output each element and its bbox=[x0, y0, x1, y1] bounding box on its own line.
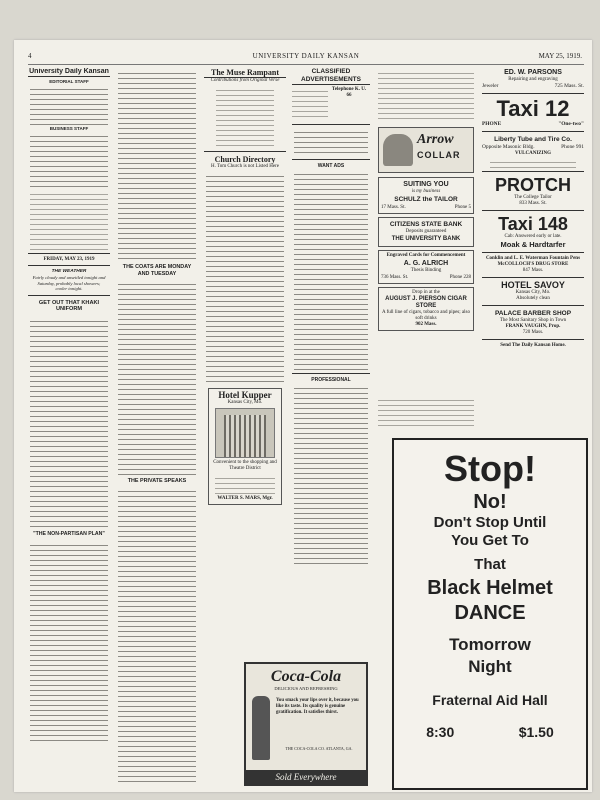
palace-proprietor: FRANK VAUGHN, Prop. bbox=[505, 324, 561, 329]
palace-tagline: The Most Sanitary Shop in Town bbox=[499, 318, 567, 323]
muse-rampant-title: The Muse Rampant bbox=[204, 68, 286, 78]
parsons-trade: Jeweler bbox=[482, 83, 499, 89]
moak-hardtarfer: Moak & Hardtarfer bbox=[500, 240, 566, 249]
church-directory-subtitle: H. Tom Church is not Listed Here bbox=[210, 164, 280, 169]
savoy-city: Kansas City, Mo. bbox=[515, 290, 551, 295]
dance-line-7: Night bbox=[468, 657, 512, 676]
dance-price: $1.50 bbox=[518, 724, 554, 740]
dance-line-4: Black Helmet bbox=[427, 577, 553, 599]
cigar-address: 902 Mass. bbox=[415, 322, 437, 327]
taxi-12-ad: Taxi 12 bbox=[496, 96, 570, 121]
dance-venue: Fraternal Aid Hall bbox=[432, 692, 548, 708]
schulz-tailor-ad bbox=[378, 177, 474, 214]
arrow-collar-label: COLLAR bbox=[417, 150, 461, 160]
hotel-building-illustration bbox=[215, 408, 275, 458]
liberty-details bbox=[490, 158, 576, 168]
university-bank: THE UNIVERSITY BANK bbox=[391, 236, 461, 242]
want-ads-listings bbox=[294, 170, 368, 370]
coats-article-body bbox=[118, 280, 196, 475]
alrich-phone: Phone 228 bbox=[449, 275, 471, 280]
dance-line-3: That bbox=[474, 556, 506, 573]
classified-phone: Telephone K. U. 66 bbox=[331, 87, 367, 98]
cigar-store-name: AUGUST J. PIERSON CIGAR STORE bbox=[385, 296, 467, 309]
issue-date: MAY 25, 1919. bbox=[538, 52, 582, 60]
hotel-details bbox=[215, 474, 275, 494]
weather-heading: THE WEATHER bbox=[51, 269, 87, 274]
palace-barber-shop: PALACE BARBER SHOP bbox=[494, 310, 572, 317]
parsons-name: ED. W. PARSONS bbox=[504, 69, 562, 76]
coca-cola-ad bbox=[244, 662, 368, 786]
liberty-location: Opposite Masonic Bldg. bbox=[482, 144, 535, 150]
engraved-cards: Engraved Cards for Commencement bbox=[386, 253, 466, 258]
liberty-tube-name: Liberty Tube and Tire Co. bbox=[494, 136, 572, 143]
column5-lower-notices bbox=[378, 396, 474, 430]
suiting-subtitle: is my business bbox=[411, 189, 441, 194]
schulz-name: SCHULZ the TAILOR bbox=[394, 196, 458, 203]
arrow-collar-ad bbox=[378, 127, 474, 173]
dateline: FRIDAY, MAY 23, 1919 bbox=[43, 257, 95, 262]
newspaper-page bbox=[14, 40, 592, 792]
taxi-148-note: Cab: Answered early or late. bbox=[504, 234, 562, 239]
classified-rates bbox=[292, 87, 328, 121]
dance-line-5: DANCE bbox=[454, 602, 526, 624]
professional-listings bbox=[294, 384, 368, 564]
bank-deposits: Deposits guaranteed bbox=[405, 229, 447, 234]
muse-rampant-verse bbox=[216, 86, 274, 148]
coca-cola-tagline: DELICIOUS AND REFRESHING bbox=[274, 686, 338, 691]
column2-article-top bbox=[118, 69, 196, 261]
parsons-address: 725 Mass. St. bbox=[554, 83, 584, 89]
cigar-description: A full line of cigars, tobacco and pipes; also soft drinks bbox=[382, 310, 470, 321]
schulz-address: 17 Mass. St. bbox=[381, 205, 406, 210]
bank-ad bbox=[378, 217, 474, 247]
hotel-kupper-ad bbox=[208, 388, 282, 505]
conklin-pens: Conklin and L. E. Waterman Fountain Pens bbox=[485, 256, 581, 261]
collar-illustration bbox=[383, 134, 413, 166]
pierson-cigar-ad bbox=[378, 287, 474, 331]
protch-name: PROTCH bbox=[495, 175, 571, 195]
masthead bbox=[28, 52, 584, 65]
business-staff-heading: BUSINESS STAFF bbox=[49, 126, 89, 131]
send-kansan-home: Send The Daily Kansan Home. bbox=[500, 343, 566, 348]
dance-no: No! bbox=[473, 491, 507, 513]
column-5 bbox=[376, 68, 476, 392]
business-listing bbox=[30, 132, 108, 187]
schulz-phone: Phone 5 bbox=[454, 205, 471, 210]
staff-listing bbox=[30, 85, 108, 125]
mccolloch-drug-store: McCOLLOCH'S DRUG STORE bbox=[497, 262, 569, 267]
nonpartisan-article-body bbox=[30, 541, 108, 741]
taxi-12-phone: "One-two" bbox=[558, 121, 584, 127]
mccolloch-address: 847 Mass. bbox=[522, 268, 544, 273]
savoy-tagline: Absolutely clean bbox=[516, 296, 550, 301]
taxi-148-ad: Taxi 148 bbox=[498, 214, 568, 234]
column-4 bbox=[292, 68, 370, 652]
muse-rampant-subtitle: Contributions from Original Verse bbox=[210, 78, 280, 83]
classified-rules bbox=[294, 128, 368, 156]
hotel-city: Kansas City, Mo. bbox=[227, 400, 263, 405]
taxi-12-phone-label: PHONE bbox=[482, 121, 502, 127]
church-listings bbox=[206, 172, 284, 382]
weather-text: Fairly cloudy and unsettled tonight and Saturday, probably local showers; cooler tonight. bbox=[32, 275, 106, 292]
hotel-owner: WALTER S. MARS, Mgr. bbox=[217, 496, 273, 501]
masthead-notices bbox=[30, 190, 108, 250]
nonpartisan-article-title: "THE NON-PARTISAN PLAN" bbox=[33, 530, 105, 537]
alrich-name: A. G. ALRICH bbox=[403, 260, 449, 267]
dance-line-2: You Get To bbox=[451, 532, 529, 549]
khaki-article-body bbox=[30, 317, 108, 527]
coca-cola-footer: Sold Everywhere bbox=[246, 770, 366, 784]
editorial-staff-heading: EDITORIAL STAFF bbox=[49, 79, 89, 84]
professional-heading: PROFESSIONAL bbox=[311, 377, 351, 383]
column-1 bbox=[28, 68, 110, 786]
dance-stop: Stop! bbox=[444, 448, 536, 489]
coca-cola-bottle-illustration bbox=[252, 696, 270, 760]
palace-address: 720 Mass. bbox=[522, 330, 544, 335]
citizens-bank: CITIZENS STATE BANK bbox=[389, 221, 463, 228]
hotel-savoy: HOTEL SAVOY bbox=[501, 280, 565, 290]
column-6 bbox=[482, 68, 584, 432]
alrich-ad bbox=[378, 250, 474, 284]
church-directory-title: Church Directory bbox=[214, 155, 276, 164]
dance-line-1: Don't Stop Until bbox=[433, 514, 547, 531]
hotel-caption: Convenient to the shopping and Theatre District bbox=[213, 460, 277, 471]
hotel-name: Hotel Kupper bbox=[218, 390, 272, 400]
dance-line-6: Tomorrow bbox=[449, 635, 531, 654]
coats-article-title: THE COATS ARE MONDAY AND TUESDAY bbox=[122, 264, 192, 277]
coca-cola-copy: You smack your lips over it, because you like its taste. Its quality is genuine gratification. It satisfies thirst. bbox=[276, 698, 359, 715]
khaki-article-title: GET OUT THAT KHAKI UNIFORM bbox=[38, 299, 100, 313]
newspaper-title: UNIVERSITY DAILY KANSAN bbox=[252, 52, 360, 60]
column-2 bbox=[116, 68, 198, 786]
vulcanizing: VULCANIZING bbox=[514, 151, 552, 156]
liberty-phone: Phone 991 bbox=[561, 144, 584, 150]
coca-cola-logo: Coca-Cola bbox=[270, 668, 342, 685]
paper-title: University Daily Kansan bbox=[29, 68, 109, 75]
cigar-intro: Drop in at the bbox=[412, 290, 440, 295]
protch-address: 833 Mass. St. bbox=[519, 201, 547, 206]
page-number: 4 bbox=[28, 52, 32, 60]
private-speaks-body bbox=[118, 487, 196, 786]
private-speaks-title: THE PRIVATE SPEAKS bbox=[127, 478, 187, 484]
want-ads-heading: WANT ADS bbox=[317, 163, 345, 169]
protch-tagline: The College Tailor bbox=[514, 195, 552, 200]
dance-time: 8:30 bbox=[426, 724, 455, 740]
arrow-brand: Arrow bbox=[417, 132, 454, 147]
coca-cola-company: THE COCA-COLA CO. ATLANTA, GA. bbox=[285, 746, 353, 751]
alrich-address: 736 Mass. St. bbox=[381, 275, 409, 280]
column5-notices bbox=[378, 69, 474, 123]
black-helmet-dance-ad bbox=[392, 438, 588, 790]
thesis-binding: Thesis Binding bbox=[410, 268, 442, 273]
parsons-service: Repairing and engraving bbox=[508, 77, 558, 82]
classified-title: CLASSIFIED ADVERTISEMENTS bbox=[292, 68, 370, 85]
suiting-title: SUITING YOU bbox=[403, 181, 449, 188]
